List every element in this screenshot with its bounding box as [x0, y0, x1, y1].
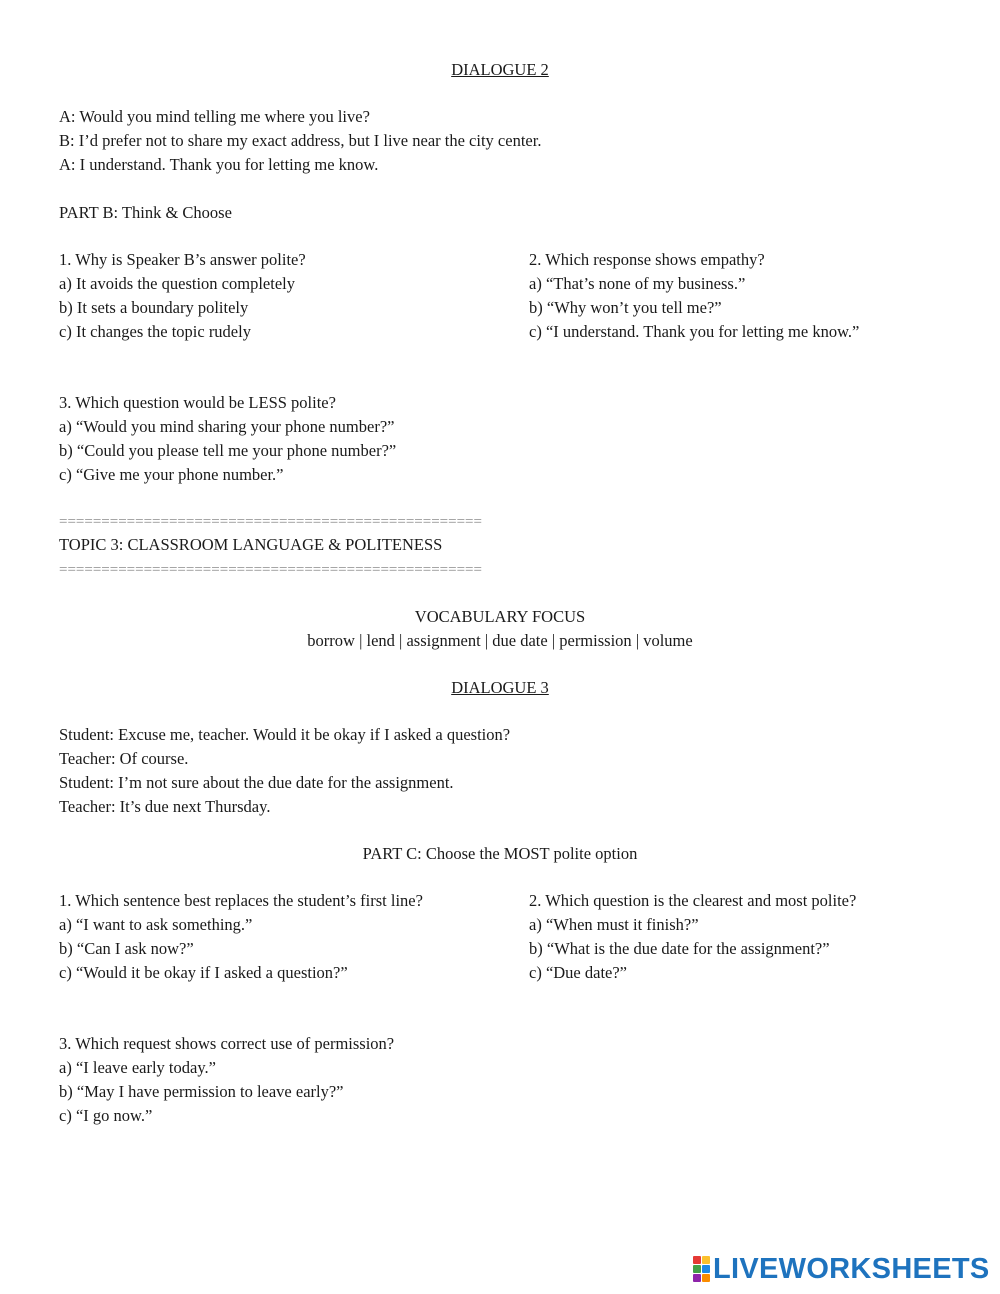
question-text: 2. Which response shows empathy?	[529, 250, 765, 269]
dialogue-3-line-3: Student: I’m not sure about the due date for the assignment.	[59, 773, 454, 792]
logo-blocks-icon	[693, 1256, 710, 1282]
vocabulary-title: VOCABULARY FOCUS	[414, 607, 586, 626]
option-b[interactable]: b) “May I have permission to leave early?”	[59, 1082, 344, 1101]
option-c[interactable]: c) “Give me your phone number.”	[59, 465, 284, 484]
option-a[interactable]: a) “That’s none of my business.”	[529, 274, 746, 293]
dialogue-3-line-4: Teacher: It’s due next Thursday.	[59, 797, 271, 816]
dialogue-3-title: DIALOGUE 3	[451, 678, 549, 697]
question-text: 2. Which question is the clearest and most polite?	[529, 891, 857, 910]
question-text: 1. Which sentence best replaces the student’s first line?	[59, 891, 423, 910]
topic-3-title: TOPIC 3: CLASSROOM LANGUAGE & POLITENESS	[59, 535, 443, 554]
separator-bottom: ==================================================	[59, 562, 482, 578]
vocabulary-words: borrow | lend | assignment | due date | permission | volume	[307, 631, 693, 650]
liveworksheets-logo	[693, 1253, 990, 1285]
question-text: 1. Why is Speaker B’s answer polite?	[59, 250, 306, 269]
part-c-title: PART C: Choose the MOST polite option	[362, 844, 638, 863]
part-b-title: PART B: Think & Choose	[59, 203, 232, 222]
option-c[interactable]: c) “I go now.”	[59, 1106, 153, 1125]
option-b[interactable]: b) “What is the due date for the assignment?”	[529, 939, 830, 958]
dialogue-3-line-2: Teacher: Of course.	[59, 749, 189, 768]
option-b[interactable]: b) “Why won’t you tell me?”	[529, 298, 722, 317]
option-a[interactable]: a) “I leave early today.”	[59, 1058, 216, 1077]
option-b[interactable]: b) “Could you please tell me your phone number?”	[59, 441, 397, 460]
question-text: 3. Which question would be LESS polite?	[59, 393, 336, 412]
question-text: 3. Which request shows correct use of permission?	[59, 1034, 395, 1053]
option-b[interactable]: b) “Can I ask now?”	[59, 939, 194, 958]
dialogue-2-line-1: A: Would you mind telling me where you live?	[59, 107, 370, 126]
option-b[interactable]: b) It sets a boundary politely	[59, 298, 249, 317]
option-a[interactable]: a) “When must it finish?”	[529, 915, 699, 934]
dialogue-2-line-3: A: I understand. Thank you for letting me know.	[59, 155, 379, 174]
option-c[interactable]: c) “Due date?”	[529, 963, 628, 982]
option-a[interactable]: a) “I want to ask something.”	[59, 915, 253, 934]
option-c[interactable]: c) It changes the topic rudely	[59, 322, 251, 341]
option-c[interactable]: c) “Would it be okay if I asked a question?”	[59, 963, 348, 982]
dialogue-2-line-2: B: I’d prefer not to share my exact address, but I live near the city center.	[59, 131, 542, 150]
option-c[interactable]: c) “I understand. Thank you for letting me know.”	[529, 322, 860, 341]
dialogue-3-line-1: Student: Excuse me, teacher. Would it be okay if I asked a question?	[59, 725, 511, 744]
separator-top: ==================================================	[59, 514, 482, 530]
logo-text: LIVEWORKSHEETS	[713, 1253, 990, 1285]
option-a[interactable]: a) “Would you mind sharing your phone number?”	[59, 417, 395, 436]
option-a[interactable]: a) It avoids the question completely	[59, 274, 295, 293]
dialogue-2-title: DIALOGUE 2	[451, 60, 549, 79]
